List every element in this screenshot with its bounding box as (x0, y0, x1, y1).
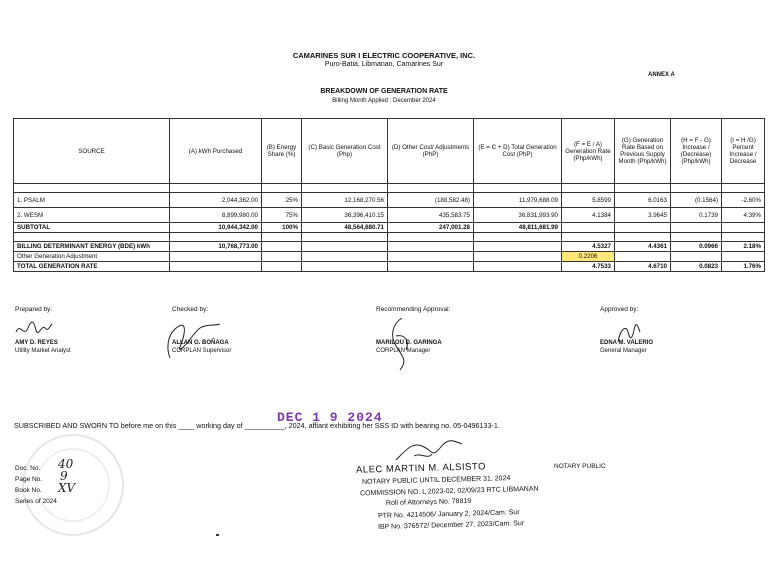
increase-cell: 0.0966 (671, 242, 722, 252)
page-no-value: 9 (60, 469, 68, 483)
column-header: SOURCE (14, 119, 170, 184)
signature-reyes (14, 318, 54, 340)
other-cost-cell: 435,583.75 (388, 208, 474, 223)
cooperative-address: Puro-Batia, Libmanan, Camarines Sur (324, 61, 444, 68)
page-no-label: Page No. (15, 476, 43, 483)
table-header-row (14, 119, 765, 184)
prepared-by-position: Utility Market Analyst (15, 348, 71, 354)
notary-public-label: NOTARY PUBLIC (554, 463, 606, 470)
gen-rate-cell: 4.7533 (562, 262, 615, 272)
percent-cell: -2.60% (722, 193, 765, 208)
total-cost-cell: 48,811,681.99 (474, 223, 562, 233)
notary-roll-no: Roll of Attorneys No. 78819 (385, 497, 472, 508)
notary-name: ALEC MARTIN M. ALSISTO (355, 461, 487, 476)
basic-cost-cell: 48,564,680.71 (302, 223, 388, 233)
recommending-approval-name: MARILOU D. GARINGA (376, 340, 442, 346)
source-cell: TOTAL GENERATION RATE (14, 262, 170, 272)
kwh-cell: 10,944,342.00 (170, 223, 262, 233)
speck-mark (216, 534, 219, 536)
source-cell: BILLING DETERMINANT ENERGY (BDE) kWh (14, 242, 170, 252)
checked-by-position: CORPLAN Supervisor (172, 348, 232, 354)
date-stamp: DEC 1 9 2024 (277, 410, 383, 425)
notary-commission-no: COMMISSION NO. L 2023-02, 02/09/23 RTC LIBMANAN (359, 485, 539, 498)
kwh-cell: 10,768,773.00 (170, 242, 262, 252)
source-cell: SUBTOTAL (14, 223, 170, 233)
subtotal-row (14, 223, 765, 233)
total-cost-cell: 11,979,688.09 (474, 193, 562, 208)
gen-rate-cell: 4.5327 (562, 242, 615, 252)
annex-label: ANNEX A (648, 72, 675, 78)
approved-by-name: EDNA M. VALERIO (600, 340, 654, 346)
book-no-value: XV (58, 481, 76, 495)
doc-no-label: Doc. No. (15, 465, 41, 472)
source-cell: Other Generation Adjustment (14, 252, 170, 262)
gen-rate-cell: 5.8599 (562, 193, 615, 208)
prepared-by-name: AMY D. REYES (15, 340, 58, 346)
notary-ibp-no: IBP No. 376572/ December 27, 2023/Cam. Sur (377, 520, 525, 531)
table-row (14, 193, 765, 208)
increase-cell: 0.0823 (671, 262, 722, 272)
column-header: (C) Basic Generation Cost (Php) (302, 119, 388, 184)
percent-cell: 1.76% (722, 262, 765, 272)
basic-cost-cell: 36,396,410.15 (302, 208, 388, 223)
prev-rate-cell: 4.6710 (615, 262, 671, 272)
share-cell: 75% (262, 208, 302, 223)
kwh-cell: 8,899,980.00 (170, 208, 262, 223)
notary-commission-until: NOTARY PUBLIC UNTIL DECEMBER 31, 2024 (361, 475, 511, 486)
spacer-row (14, 184, 765, 193)
basic-cost-cell: 12,168,270.56 (302, 193, 388, 208)
billing-month: Billing Month Applied : December 2024 (332, 98, 436, 104)
table-row (14, 208, 765, 223)
source-cell: 1. PSALM (14, 193, 170, 208)
total-row (14, 262, 765, 272)
column-header: (G) Generation Rate Based on Previous Supply Month (Php/kWh) (615, 119, 671, 184)
total-cost-cell: 36,831,993.90 (474, 208, 562, 223)
notary-ptr-no: PTR No. 4214506/ January 2, 2024/Cam. Sur (377, 509, 520, 520)
prepared-by-label: Prepared by: (15, 306, 53, 313)
approved-by-label: Approved by: (600, 306, 639, 313)
column-header: (I = H /G) Percent Increase / Decrease (722, 119, 765, 184)
prev-rate-cell: 3.9645 (615, 208, 671, 223)
column-header: (E = C + D) Total Generation Cost (PhP) (474, 119, 562, 184)
bde-row (14, 242, 765, 252)
other-adjustment-row (14, 252, 765, 262)
subscribed-sworn-text: SUBSCRIBED AND SWORN TO before me on this ____ working day of __________, 2024, affiant exhibiting her SSS ID with bearing no. 05-0496133-1. (14, 421, 500, 430)
share-cell: 25% (262, 193, 302, 208)
doc-no-value: 40 (58, 457, 74, 471)
recommending-approval-label: Recommending Approval: (376, 306, 451, 313)
cooperative-name: CAMARINES SUR I ELECTRIC COOPERATIVE, INC. (292, 51, 476, 60)
column-header: (B) Energy Share (%) (262, 119, 302, 184)
checked-by-label: Checked by: (172, 306, 209, 313)
book-no-label: Book No. (15, 487, 42, 494)
checked-by-name: ALLAN G. BOÑAGA (172, 340, 229, 346)
other-cost-cell: (188,582.48) (388, 193, 474, 208)
increase-cell: 0.1739 (671, 208, 722, 223)
generation-rate-table (13, 118, 765, 272)
column-header: (F = E / A) Generation Rate (Php/kWh) (562, 119, 615, 184)
prev-rate-cell: 4.4361 (615, 242, 671, 252)
percent-cell: 2.18% (722, 242, 765, 252)
percent-cell: 4.39% (722, 208, 765, 223)
share-cell: 100% (262, 223, 302, 233)
column-header: (A) kWh Purchased (170, 119, 262, 184)
gen-rate-cell: 4.1384 (562, 208, 615, 223)
other-cost-cell: 247,001.28 (388, 223, 474, 233)
series-label: Series of 2024 (15, 498, 57, 505)
column-header: (D) Other Cost/ Adjustments (PhP) (388, 119, 474, 184)
recommending-approval-position: CORPLAN Manager (376, 348, 431, 354)
source-cell: 2. WESM (14, 208, 170, 223)
prev-rate-cell: 6.0163 (615, 193, 671, 208)
increase-cell: (0.1564) (671, 193, 722, 208)
spacer-row (14, 233, 765, 242)
column-header: (H = F - G) Increase / (Decrease) (Php/kWh) (671, 119, 722, 184)
approved-by-position: General Manager (600, 348, 647, 354)
document-title: BREAKDOWN OF GENERATION RATE (320, 88, 448, 95)
kwh-cell: 2,044,362.00 (170, 193, 262, 208)
adjustment-rate-cell: 0.2206 (562, 252, 615, 262)
